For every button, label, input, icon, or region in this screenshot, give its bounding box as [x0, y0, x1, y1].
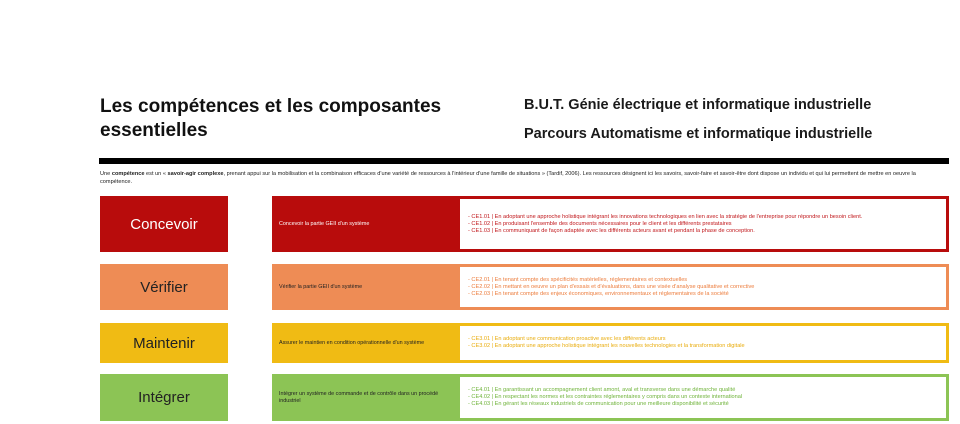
competence-label: Maintenir [133, 334, 195, 352]
program-subtitle: B.U.T. Génie électrique et informatique industrielle [524, 97, 872, 113]
competence-description: Intégrer un système de commande et de contrôle dans un procédé industriel [279, 390, 439, 404]
competence-label: Intégrer [138, 389, 190, 406]
competence-detail-box [272, 196, 949, 252]
track-subtitle: Parcours Automatisme et informatique industrielle [524, 126, 873, 142]
competence-label: Concevoir [130, 215, 198, 233]
competence-label-box [100, 264, 228, 310]
essential-components-box [460, 267, 946, 307]
competence-label-box [100, 196, 228, 252]
competence-detail-box [272, 323, 949, 363]
essential-components-box [460, 377, 946, 418]
intro-bold-savoir-agir: savoir-agir complexe [167, 171, 224, 177]
intro-text: , prenant appui sur la mobilisation et la combinaison efficaces d'une variété de ressources à l'intérieur d'une famille de situations » (Tardif, 2006). Les ressources désignent ici les savoirs, savoir-faire et savoir-être dont dispose un individu et qui lui permettent de mettre en oeuvre la compétence. [100, 171, 916, 185]
competence-row-verifier [100, 264, 949, 310]
intro-paragraph [100, 170, 948, 186]
essential-component: - CE1.02 | En produisant l'ensemble des documents nécessaires pour le client et les différents prestataires [468, 220, 732, 227]
competence-label-box [100, 323, 228, 363]
competence-description: Concevoir la partie GEII d'un système [279, 220, 370, 227]
essential-components-box [460, 326, 946, 360]
essential-component: - CE2.03 | En tenant compte des enjeux économiques, environnementaux et réglementaires de la société [468, 290, 729, 297]
essential-component: - CE1.03 | En communiquant de façon adaptée avec les différents acteurs avant et pendant la phase de conception. [468, 227, 755, 234]
competence-row-maintenir [100, 323, 949, 363]
essential-component: - CE4.01 | En garantissant un accompagnement client amont, aval et transverse dans une démarche qualité [468, 387, 736, 393]
header-rule [99, 158, 949, 164]
essential-component: - CE1.01 | En adoptant une approche holistique intégrant les innovations technologiques en lien avec la stratégie de l'entreprise pour répondre un besoin client. [468, 213, 863, 220]
page-title: Les compétences et les composantes essentielles [100, 96, 442, 141]
intro-text: est un « [144, 171, 168, 177]
essential-component: - CE3.02 | En adoptant une approche holistique intégrant les nouvelles technologies et la transformation digitale [468, 343, 745, 349]
intro-text: Une [100, 171, 112, 177]
essential-component: - CE3.01 | En adoptant une communication proactive avec les différents acteurs [468, 336, 666, 342]
essential-components-box [460, 199, 946, 249]
competence-description: Assurer le maintien en condition opérationnelle d'un système [279, 339, 425, 346]
competence-detail-box [272, 264, 949, 310]
competence-row-integrer [100, 374, 949, 421]
competence-description: Vérifier la partie GEII d'un système [279, 283, 363, 290]
competence-row-concevoir [100, 196, 949, 252]
essential-component: - CE4.03 | En gérant les réseaux industriels de communication pour une meilleure disponibilité et sécurité [468, 401, 729, 407]
competence-label: Vérifier [140, 278, 188, 296]
intro-bold-competence: compétence [111, 171, 145, 177]
essential-component: - CE4.02 | En respectant les normes et les contraintes réglementaires y compris dans un contexte international [468, 394, 743, 400]
competence-detail-box [272, 374, 949, 421]
essential-component: - CE2.02 | En mettant en oeuvre un plan d'essais et d'évaluations, dans une visée d'analyse qualitative et corrective [468, 283, 755, 290]
essential-component: - CE2.01 | En tenant compte des spécificités matérielles, réglementaires et contextuelles [468, 276, 688, 283]
competence-label-box [100, 374, 228, 421]
